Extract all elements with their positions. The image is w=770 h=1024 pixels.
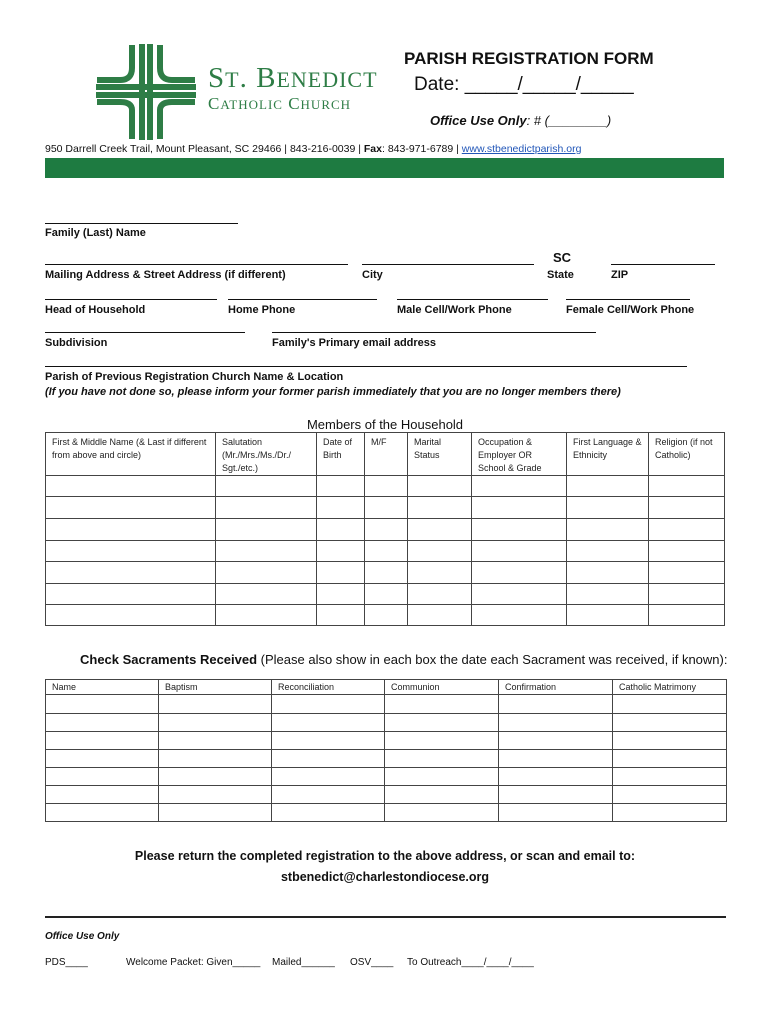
members-col-salutation: Salutation (Mr./Mrs./Ms./Dr./ Sgt./etc.) <box>216 433 317 476</box>
footer-pds: PDS____ <box>45 957 88 968</box>
sacraments-title: Check Sacraments Received (Please also show in each box the date each Sacrament was received, if known): <box>80 652 728 667</box>
members-col-occupation: Occupation & Employer OR School & Grade <box>472 433 567 476</box>
subdivision-line[interactable] <box>45 332 245 333</box>
members-col-dob: Date of Birth <box>317 433 365 476</box>
address-bar: 950 Darrell Creek Trail, Mount Pleasant, SC 29466 | 843-216-0039 | Fax: 843-971-6789 | www.stbenedictparish.org <box>45 143 582 155</box>
head-of-household-label: Head of Household <box>45 304 146 316</box>
table-row[interactable] <box>46 695 727 714</box>
sacraments-col-matrimony: Catholic Matrimony <box>613 680 727 695</box>
table-row[interactable] <box>46 714 727 732</box>
table-row[interactable] <box>46 541 725 562</box>
website-link[interactable]: www.stbenedictparish.org <box>461 143 582 155</box>
city-label: City <box>362 269 383 281</box>
table-row[interactable] <box>46 768 727 786</box>
members-col-religion: Religion (if not Catholic) <box>649 433 725 476</box>
male-phone-line[interactable] <box>397 299 548 300</box>
sacraments-header-row <box>46 680 727 695</box>
logo-subtitle: CATHOLIC CHURCH <box>208 94 352 113</box>
table-row[interactable] <box>46 519 725 541</box>
state-label: State <box>547 269 574 281</box>
sacraments-col-name: Name <box>46 680 159 695</box>
home-phone-line[interactable] <box>228 299 377 300</box>
footer-outreach: To Outreach____/____/____ <box>407 957 534 968</box>
form-title: PARISH REGISTRATION FORM <box>404 49 654 68</box>
table-row[interactable] <box>46 732 727 750</box>
footer-mailed: Mailed______ <box>272 957 335 968</box>
table-row[interactable] <box>46 605 725 626</box>
primary-email-label: Family's Primary email address <box>272 337 437 349</box>
family-name-line[interactable] <box>45 223 238 224</box>
state-value: SC <box>553 250 572 265</box>
members-table <box>45 432 725 626</box>
table-row[interactable] <box>46 562 725 584</box>
sacraments-col-confirmation: Confirmation <box>499 680 613 695</box>
zip-line[interactable] <box>611 264 715 265</box>
logo-name: ST. BENEDICT <box>208 62 378 94</box>
footer-office-use: Office Use Only <box>45 931 120 942</box>
sacraments-table <box>45 679 727 822</box>
members-col-name: First & Middle Name (& Last if different from above and circle) <box>46 433 216 476</box>
sacraments-col-communion: Communion <box>385 680 499 695</box>
footer-divider <box>45 916 726 918</box>
table-row[interactable] <box>46 804 727 822</box>
green-divider <box>45 158 724 178</box>
members-col-language: First Language & Ethnicity <box>567 433 649 476</box>
female-phone-line[interactable] <box>566 299 690 300</box>
members-title: Members of the Household <box>306 417 464 432</box>
mailing-address-label: Mailing Address & Street Address (if different) <box>45 269 286 281</box>
table-row[interactable] <box>46 786 727 804</box>
footer-osv: OSV____ <box>350 957 394 968</box>
primary-email-line[interactable] <box>272 332 596 333</box>
date-field[interactable]: Date: _____/_____/_____ <box>414 74 634 95</box>
table-row[interactable] <box>46 584 725 605</box>
home-phone-label: Home Phone <box>228 304 296 316</box>
city-line[interactable] <box>362 264 534 265</box>
sacraments-col-baptism: Baptism <box>159 680 272 695</box>
table-row[interactable] <box>46 476 725 497</box>
footer-welcome: Welcome Packet: Given_____ <box>126 957 261 968</box>
mailing-address-line[interactable] <box>45 264 348 265</box>
return-email: stbenedict@charlestondiocese.org <box>280 870 490 884</box>
previous-parish-note: (If you have not done so, please inform your former parish immediately that you are no longer members there) <box>45 386 621 398</box>
zip-label: ZIP <box>611 269 629 281</box>
female-phone-label: Female Cell/Work Phone <box>566 304 695 316</box>
members-col-sex: M/F <box>365 433 408 476</box>
return-instructions: Please return the completed registration to the above address, or scan and email to: <box>134 849 636 863</box>
previous-parish-label: Parish of Previous Registration Church Name & Location <box>45 371 344 383</box>
cross-icon <box>96 44 196 140</box>
office-use-number: Office Use Only: # (________) <box>430 113 612 128</box>
subdivision-label: Subdivision <box>45 337 108 349</box>
table-row[interactable] <box>46 750 727 768</box>
male-phone-label: Male Cell/Work Phone <box>397 304 512 316</box>
sacraments-col-reconciliation: Reconciliation <box>272 680 385 695</box>
table-row[interactable] <box>46 497 725 519</box>
family-name-label: Family (Last) Name <box>45 227 146 239</box>
members-col-marital: Marital Status <box>408 433 472 476</box>
head-of-household-line[interactable] <box>45 299 217 300</box>
members-header-row <box>46 433 725 476</box>
previous-parish-line[interactable] <box>45 366 687 367</box>
